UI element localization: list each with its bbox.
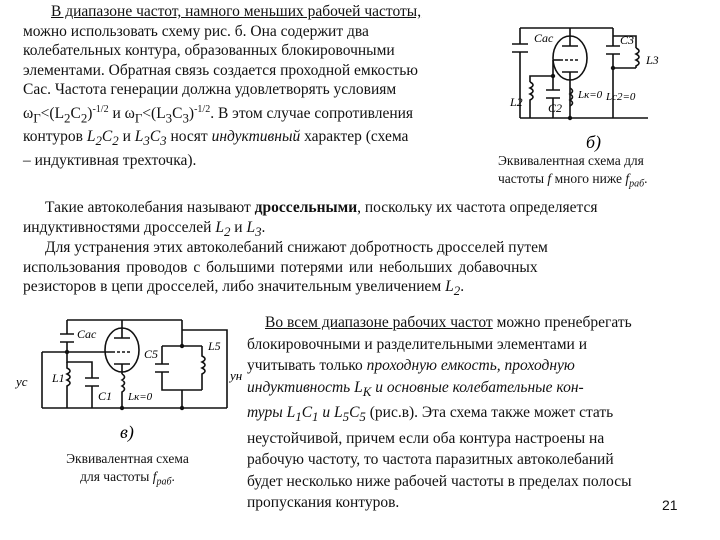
intro-line-2: можно использовать схему рис. б. Она содержит два — [23, 22, 369, 40]
text-sub: 3 — [143, 133, 150, 149]
formula-part: C — [172, 104, 183, 122]
fig-b-caption-line-1: Эквивалентная схема для — [498, 153, 644, 168]
label-lc2: Lc2=0 — [606, 91, 636, 103]
caption-sub: раб — [629, 178, 645, 190]
label-cac: Cас — [77, 327, 97, 341]
capacitor-cac-plates — [60, 334, 74, 342]
wire-c3-down — [613, 54, 636, 68]
text-part: проходную емкость, проходную — [366, 357, 575, 374]
figure-label-c: в) — [120, 422, 134, 442]
label-lk: Lк=0 — [128, 391, 153, 403]
caption-part: . — [644, 171, 648, 186]
capacitor-c1-plates — [85, 378, 99, 386]
para4-line-3 — [247, 355, 632, 377]
node-dot — [568, 116, 572, 120]
text-part: (рис.в). Эта схема также может стать — [365, 404, 614, 422]
node-dot — [551, 74, 555, 78]
label-c1: C1 — [98, 389, 113, 403]
text-part: L — [445, 278, 454, 295]
intro-line-4: элементами. Обратная связь создается проходной емкостью — [23, 61, 418, 79]
text-sub: 2 — [453, 283, 461, 299]
figure-label-b: б) — [586, 132, 602, 152]
capacitor-c2-plates — [546, 90, 560, 98]
formula-part: C — [70, 104, 81, 122]
caption-part: много ниже — [551, 171, 626, 186]
text-part: C — [349, 404, 360, 422]
text-part: C — [101, 128, 113, 146]
text-sub: 5 — [342, 409, 350, 425]
capacitor-c5-plates — [155, 364, 169, 372]
formula-sub: 3 — [182, 109, 189, 125]
text-part: . — [261, 218, 266, 236]
text-sub: 1 — [312, 409, 319, 425]
formula-part: . В этом случае сопротивления — [210, 104, 414, 122]
label-cac: Cас — [534, 31, 554, 45]
bold-term: дроссельными — [254, 199, 358, 216]
node-dot — [180, 406, 184, 410]
intro-line-3: колебательных контура, образованных блокировочными — [23, 42, 395, 59]
omega-sub: Г — [33, 109, 41, 125]
intro-line-6 — [23, 100, 421, 128]
formula-exp: -1/2 — [194, 103, 211, 115]
label-c2: C2 — [548, 101, 563, 115]
text-part: и — [230, 218, 247, 236]
label-yn: yн — [230, 368, 243, 383]
paragraph-3 — [23, 238, 548, 301]
underlined-text: Во всем диапазоне рабочих частот — [265, 314, 493, 331]
node-dot — [65, 350, 69, 354]
omega-sub: Г — [134, 109, 143, 125]
para4-line-4 — [247, 377, 632, 403]
text-sub: 3 — [255, 223, 262, 239]
intro-line-1-text: В диапазоне частот, намного меньших рабочей частоты, — [51, 3, 422, 20]
node-dot — [611, 66, 615, 70]
para3-line-2: использования проводов с большими потерями или небольших добавочных — [23, 258, 538, 276]
fig-c-caption — [50, 450, 205, 492]
text-sub: 1 — [295, 409, 302, 425]
label-c3: C3 — [620, 33, 635, 47]
capacitor-c5-wire — [162, 346, 202, 390]
text-part: и L — [318, 404, 343, 422]
text-part: характер (схема — [300, 128, 409, 146]
intro-line-8: – индуктивная трехточка). — [23, 151, 197, 169]
formula-part: <(L — [142, 104, 166, 122]
fig-b-caption-line-2 — [498, 170, 648, 194]
text-part: Такие автоколебания называют — [45, 199, 255, 216]
text-sub: 3 — [160, 133, 167, 149]
formula-sub: 2 — [64, 109, 71, 125]
formula-part: <(L — [40, 104, 65, 122]
text-part: индуктивностями дросселей — [23, 218, 216, 236]
para4-line-9: пропускания контуров. — [247, 494, 400, 512]
intro-line-7 — [23, 127, 421, 151]
text-part: можно пренебрегать — [492, 314, 632, 331]
text-part: L — [215, 218, 224, 236]
label-lk: Lк=0 — [578, 89, 603, 101]
caption-part: f — [625, 171, 630, 186]
para3-line-3 — [23, 277, 548, 301]
text-part: C — [301, 404, 313, 422]
formula-sub: 2 — [80, 109, 88, 125]
text-part: индуктивный — [211, 128, 301, 146]
fig-c-caption-line-1: Эквивалентная схема — [66, 451, 189, 466]
page-number: 21 — [662, 497, 678, 513]
label-l1: L1 — [52, 371, 65, 385]
formula-part: ) — [188, 104, 195, 122]
text-sub: 5 — [359, 409, 366, 425]
text-part: L — [86, 128, 96, 146]
inductor-lk — [122, 374, 125, 408]
text-part: туры L — [247, 404, 296, 422]
label-l5: L5 — [208, 339, 221, 353]
formula-part: ) — [87, 104, 93, 122]
para4-line-6: неустойчивой, причем если оба контура настроены на — [247, 429, 605, 447]
caption-part: частоты — [498, 171, 548, 186]
formula-part: и ω — [108, 104, 135, 122]
circuit-diagram-b — [508, 6, 708, 156]
wire-grid-to-l2 — [530, 60, 553, 82]
tube-cathode — [114, 364, 130, 374]
paragraph-4 — [247, 312, 632, 514]
para4-line-1 — [247, 312, 632, 334]
text-part: L — [246, 218, 256, 236]
text-part: . — [460, 278, 465, 295]
text-part: L — [134, 128, 144, 146]
text-part: , поскольку их частота определяется — [357, 199, 598, 216]
inductor-l3 — [636, 48, 639, 68]
text-sub: 2 — [223, 223, 231, 239]
intro-line-1 — [23, 2, 421, 22]
label-l2: L2 — [510, 95, 523, 109]
inductor-l1 — [67, 362, 70, 408]
circuit-diagram-c — [16, 310, 243, 445]
text-sub: 2 — [112, 133, 119, 149]
formula-exp: -1/2 — [92, 103, 109, 115]
intro-paragraph — [23, 2, 421, 170]
text-sub: 2 — [95, 133, 102, 149]
formula-sub: 3 — [165, 109, 173, 125]
l1-c1-box — [67, 356, 92, 368]
para4-line-7: рабочую частоту, то частота паразитных автоколебаний — [247, 451, 614, 469]
inductor-l5 — [202, 346, 205, 390]
label-l3: L3 — [646, 53, 659, 67]
caption-part: . — [171, 469, 175, 484]
node-dot — [180, 344, 184, 348]
text-part: C — [149, 128, 161, 146]
caption-part: для частоты — [80, 469, 153, 484]
caption-sub: раб — [156, 476, 172, 488]
paragraph-2 — [23, 198, 597, 241]
node-dot — [120, 406, 124, 410]
text-sub: K — [362, 383, 372, 399]
text-part: контуров — [23, 128, 87, 146]
text-part: резисторов в цепи дросселей, либо значительным увеличением — [23, 278, 446, 295]
fig-c-caption-line-2 — [50, 468, 205, 492]
fig-b-caption — [498, 152, 648, 194]
label-c5: C5 — [144, 347, 159, 361]
capacitor-c3-plates — [606, 46, 620, 54]
caption-part: f — [152, 469, 157, 484]
para4-line-5 — [247, 402, 632, 428]
omega-symbol: ω — [23, 104, 34, 122]
para3-line-1: Для устранения этих автоколебаний снижают добротность дросселей путем — [45, 239, 548, 256]
inductor-l2 — [530, 82, 533, 118]
para4-line-8: будет несколько ниже рабочей частоты в пределах полосы — [247, 472, 632, 490]
caption-part: f — [547, 171, 552, 186]
para2-line-1 — [23, 198, 597, 218]
text-part: и основные колебательные кон- — [371, 378, 584, 396]
para4-line-2: блокировочными и разделительными элементами и — [247, 335, 588, 353]
label-yc: yс — [16, 374, 28, 389]
text-part: и — [118, 128, 135, 146]
capacitor-cac-plates — [512, 44, 528, 52]
text-part: индуктивность L — [247, 378, 363, 396]
intro-line-5: Сас. Частота генерации должна удовлетворять условиям — [23, 81, 397, 98]
text-part: учитывать только — [247, 357, 367, 374]
text-part: носят — [166, 128, 212, 146]
